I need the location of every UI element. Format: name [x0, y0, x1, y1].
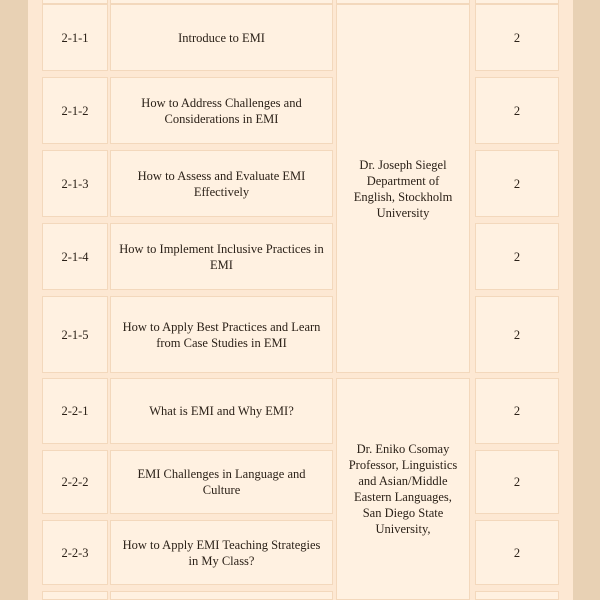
- instructor-cell: Dr. Joseph Siegel Department of English, Stockholm University: [336, 4, 470, 373]
- course-schedule-table: [28, 0, 573, 600]
- session-title: How to Assess and Evaluate EMI Effectively: [110, 150, 333, 217]
- session-code: 2-1-5: [42, 296, 108, 373]
- session-title: How to Apply EMI Teaching Strategies in My Class?: [110, 520, 333, 585]
- session-hours: 2: [475, 77, 559, 144]
- table-cell-empty: [42, 591, 108, 600]
- session-title: How to Implement Inclusive Practices in EMI: [110, 223, 333, 290]
- session-hours: 2: [475, 520, 559, 585]
- session-hours: 2: [475, 378, 559, 444]
- session-title: How to Address Challenges and Considerations in EMI: [110, 77, 333, 144]
- session-code: 2-2-2: [42, 450, 108, 514]
- session-hours: 2: [475, 223, 559, 290]
- session-code: 2-1-1: [42, 4, 108, 71]
- table-cell-empty: [110, 591, 333, 600]
- session-hours: 2: [475, 150, 559, 217]
- session-title: EMI Challenges in Language and Culture: [110, 450, 333, 514]
- session-hours: 2: [475, 450, 559, 514]
- session-title: Introduce to EMI: [110, 4, 333, 71]
- instructor-cell: Dr. Eniko Csomay Professor, Linguistics and Asian/Middle Eastern Languages, San Diego State University,: [336, 378, 470, 600]
- session-code: 2-1-3: [42, 150, 108, 217]
- session-code: 2-2-3: [42, 520, 108, 585]
- session-hours: 2: [475, 296, 559, 373]
- session-title: How to Apply Best Practices and Learn from Case Studies in EMI: [110, 296, 333, 373]
- table-cell-empty: [475, 591, 559, 600]
- session-code: 2-1-4: [42, 223, 108, 290]
- session-title: What is EMI and Why EMI?: [110, 378, 333, 444]
- session-code: 2-1-2: [42, 77, 108, 144]
- session-code: 2-2-1: [42, 378, 108, 444]
- session-hours: 2: [475, 4, 559, 71]
